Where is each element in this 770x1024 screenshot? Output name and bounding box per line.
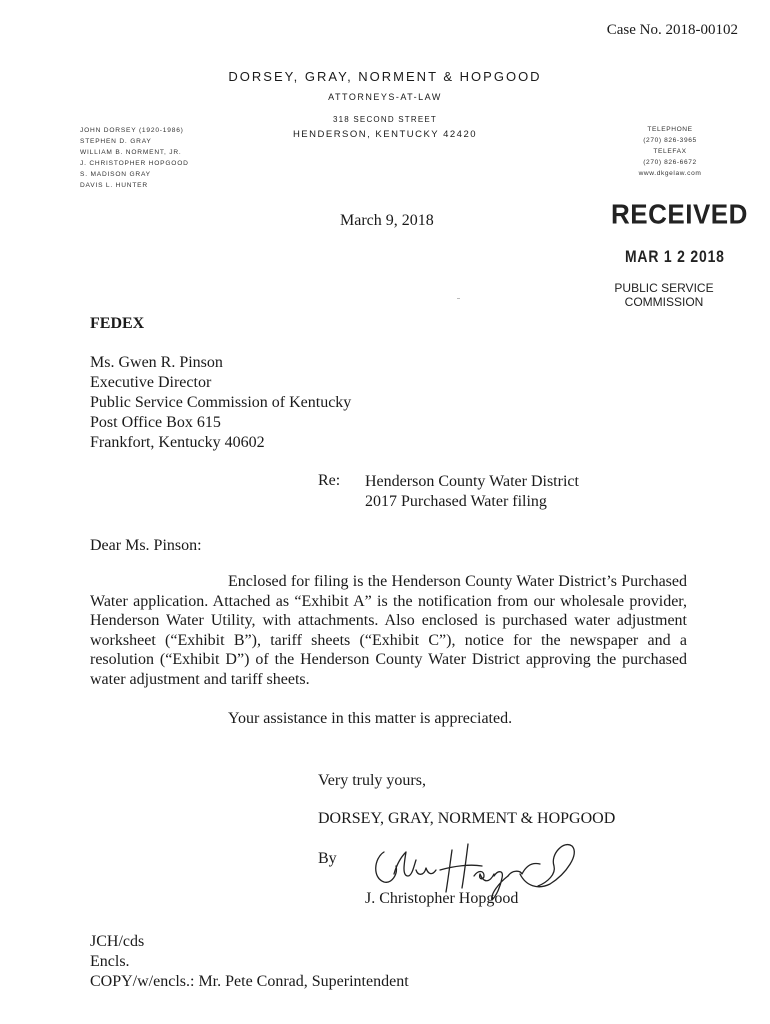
closing: Very truly yours, xyxy=(318,772,426,789)
stamp-line: COMMISSION xyxy=(624,295,704,309)
received-stamp-date: MAR 1 2 2018 xyxy=(625,247,725,266)
body-line: resolution (“Exhibit D”) of the Henderson County Water District approving the purchased xyxy=(90,651,687,668)
re-line: 2017 Purchased Water filing xyxy=(365,493,547,510)
recipient-address xyxy=(90,353,351,453)
body-paragraph xyxy=(90,572,687,689)
firm-street: 318 SECOND STREET xyxy=(333,115,437,124)
contact-block xyxy=(620,124,720,179)
address-line: Post Office Box 615 xyxy=(90,414,221,431)
firm-city: HENDERSON, KENTUCKY 42420 xyxy=(292,129,478,140)
scan-speck xyxy=(457,298,460,299)
signer-name: J. Christopher Hopgood xyxy=(365,890,519,907)
letter-date: March 9, 2018 xyxy=(340,212,434,229)
copy-line: COPY/w/encls.: Mr. Pete Conrad, Superintendent xyxy=(90,973,409,990)
partner-name: STEPHEN D. GRAY xyxy=(80,138,152,145)
re-subject xyxy=(365,472,579,512)
re-line: Henderson County Water District xyxy=(365,473,579,490)
partner-name: S. MADISON GRAY xyxy=(80,171,151,178)
partner-name: WILLIAM B. NORMENT, JR. xyxy=(80,149,182,156)
address-line: Frankfort, Kentucky 40602 xyxy=(90,434,265,451)
received-stamp-commission xyxy=(608,281,720,309)
thanks-line: Your assistance in this matter is appreciated. xyxy=(228,710,513,727)
telephone-number: (270) 826-3965 xyxy=(643,137,697,144)
body-line: water adjustment and tariff sheets. xyxy=(90,670,310,688)
received-stamp: RECEIVED xyxy=(611,198,748,230)
website: www.dkgelaw.com xyxy=(638,170,702,177)
address-line: Public Service Commission of Kentucky xyxy=(90,394,352,411)
salutation: Dear Ms. Pinson: xyxy=(90,537,202,554)
stamp-line: PUBLIC SERVICE xyxy=(614,281,714,295)
address-line: Ms. Gwen R. Pinson xyxy=(90,354,223,371)
body-line: worksheet (“Exhibit B”), tariff sheets (“Exhibit C”), notice for the newspaper and a xyxy=(90,631,687,649)
partner-name: JOHN DORSEY (1920-1986) xyxy=(80,127,184,134)
firm-name: DORSEY, GRAY, NORMENT & HOPGOOD xyxy=(228,69,542,84)
body-line: Henderson Water Utility, with attachments. Also enclosed is purchased water adjustment xyxy=(90,612,687,629)
telephone-label: TELEPHONE xyxy=(647,126,693,133)
telefax-label: TELEFAX xyxy=(653,148,687,155)
firm-subtitle: ATTORNEYS-AT-LAW xyxy=(328,92,442,102)
telefax-number: (270) 826-6672 xyxy=(643,159,697,166)
address-line: Executive Director xyxy=(90,374,212,391)
delivery-method: FEDEX xyxy=(90,315,145,332)
partner-name: DAVIS L. HUNTER xyxy=(80,182,148,189)
closing-firm: DORSEY, GRAY, NORMENT & HOPGOOD xyxy=(318,810,616,827)
partner-name: J. CHRISTOPHER HOPGOOD xyxy=(80,160,189,167)
body-line: Water application. Attached as “Exhibit A” is the notification from our wholesale provider, xyxy=(90,592,687,610)
partner-list xyxy=(80,125,189,191)
initials-line: JCH/cds xyxy=(90,933,145,950)
body-line: Enclosed for filing is the Henderson County Water District’s Purchased xyxy=(228,573,687,590)
by-label: By xyxy=(318,850,337,867)
case-number: Case No. 2018-00102 xyxy=(606,22,738,38)
re-label: Re: xyxy=(318,472,341,489)
enclosures-line: Encls. xyxy=(90,953,130,970)
footer-notes xyxy=(90,932,409,992)
